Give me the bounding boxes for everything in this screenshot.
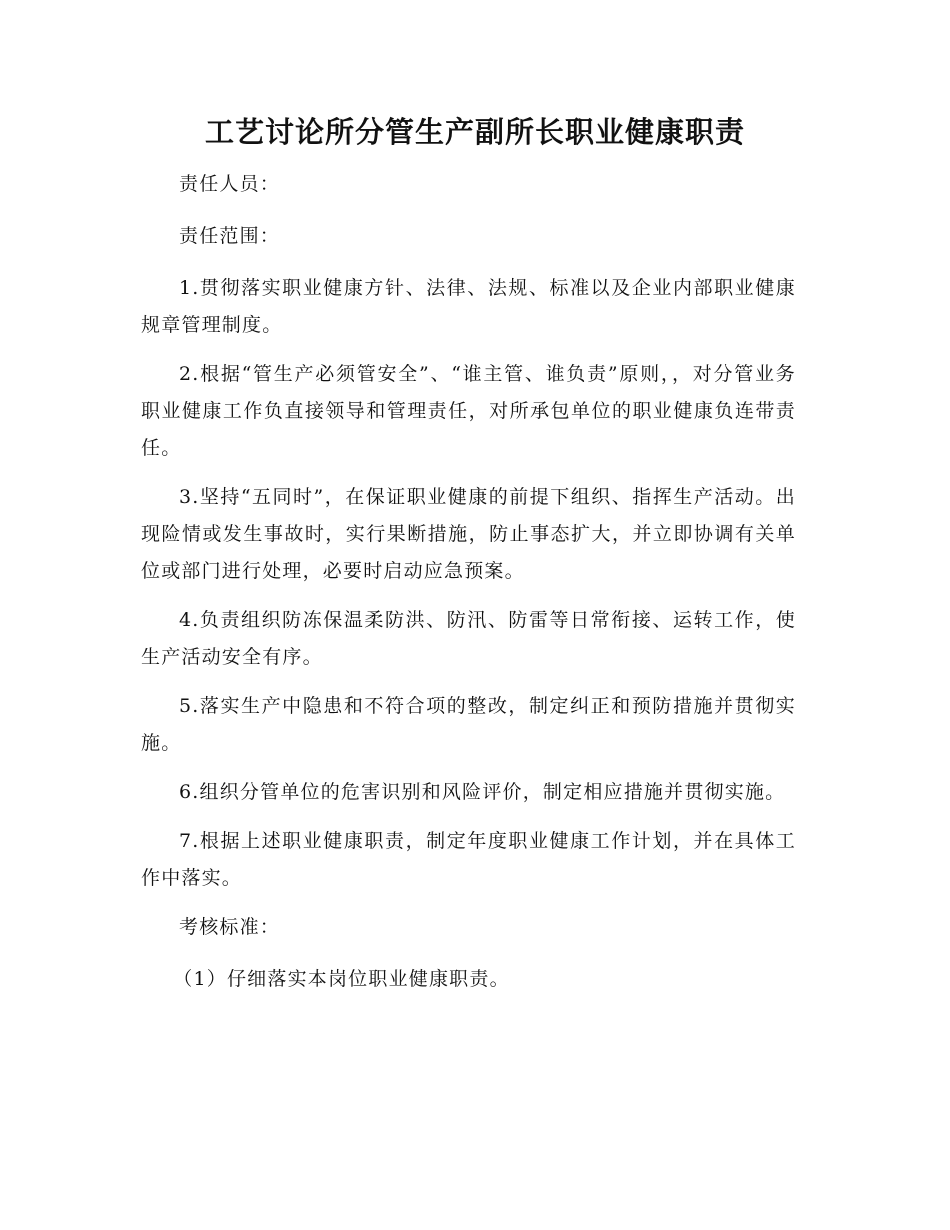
document-title: 工艺讨论所分管生产副所长职业健康职责 <box>204 115 745 149</box>
assessment-label: 考核标准： <box>179 916 281 938</box>
duty-item-3: 3.坚持“五同时”，在保证职业健康的前提下组织、指挥生产活动。出现险情或发生事故时，实行果断措施，防止事态扩大，并立即协调有关单位或部门进行处理，必要时启动应急预案。 <box>141 486 796 582</box>
duty-item-4: 4.负责组织防冻保温柔防洪、防汛、防雷等日常衔接、运转工作，使生产活动安全有序。 <box>141 609 796 668</box>
scope-label: 责任范围： <box>179 225 281 247</box>
duty-item-2: 2.根据“管生产必须管安全”、“谁主管、谁负责”原则，，对分管业务职业健康工作负直接领导和管理责任，对所承包单位的职业健康负连带责任。 <box>141 363 796 459</box>
assessment-item-1: （1）仔细落实本岗位职业健康职责。 <box>173 968 510 990</box>
duty-item-5: 5.落实生产中隐患和不符合项的整改，制定纠正和预防措施并贯彻实施。 <box>141 695 796 754</box>
duty-item-6: 6.组织分管单位的危害识别和风险评价，制定相应措施并贯彻实施。 <box>179 781 786 803</box>
duty-item-7: 7.根据上述职业健康职责，制定年度职业健康工作计划，并在具体工作中落实。 <box>141 830 796 889</box>
duty-item-1: 1.贯彻落实职业健康方针、法律、法规、标准以及企业内部职业健康规章管理制度。 <box>141 277 796 336</box>
document-body <box>141 166 796 1010</box>
responsible-person-label: 责任人员： <box>179 173 281 195</box>
